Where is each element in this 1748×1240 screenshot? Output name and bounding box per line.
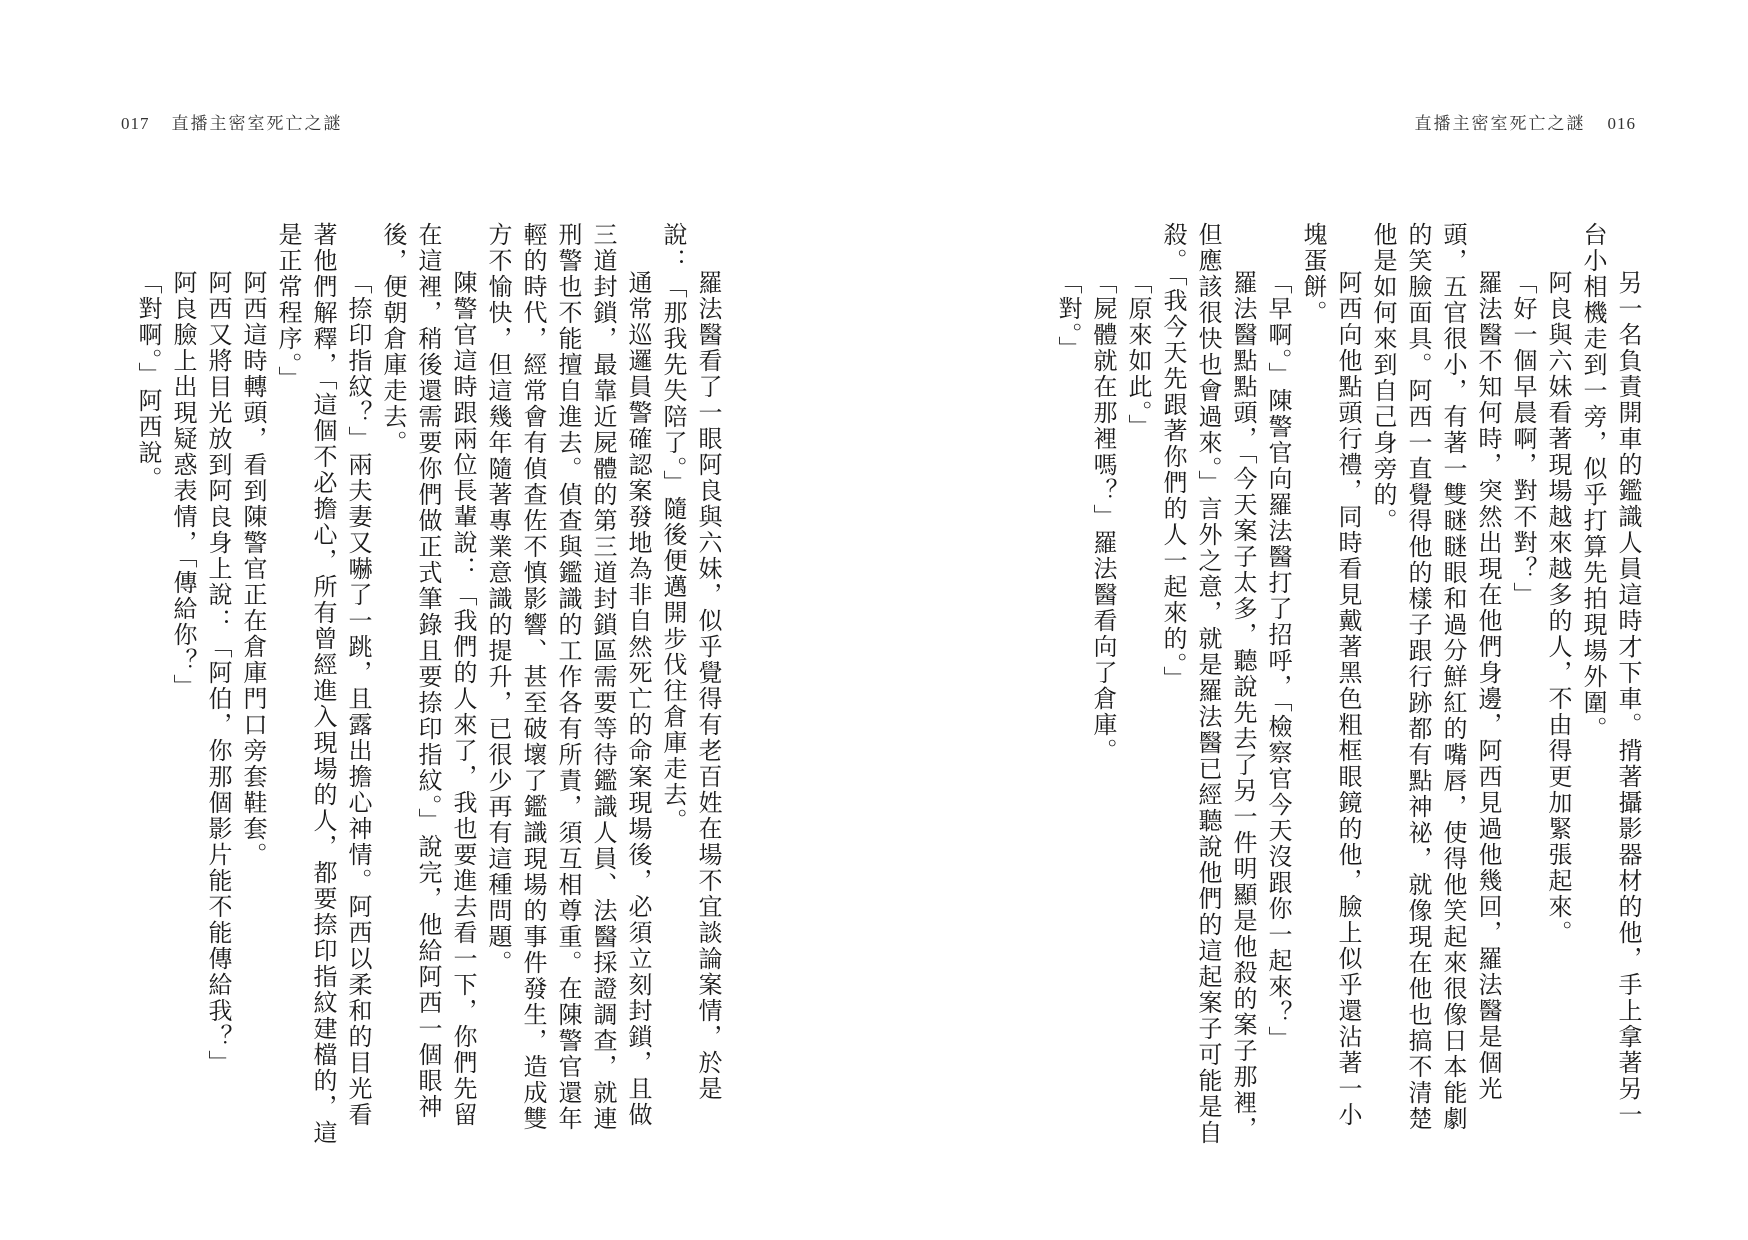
book-title-right: 直播主密室死亡之謎 xyxy=(1414,114,1586,134)
paragraph: 「捺印指紋？」兩夫妻又嚇了一跳，且露出擔心神情。阿西以柔和的目光看著他們解釋，「這個不必擔心，所有曾經進入現場的人，都要捺印指紋建檔的，這是正常程序。」 xyxy=(274,222,372,1146)
paragraph: 通常巡邏員警確認案發地為非自然死亡的命案現場後，必須立刻封鎖，且做三道封鎖，最靠近屍體的第三道封鎖區需要等待鑑識人員、法醫採證調查，就連刑警也不能擅自進去。偵查與鑑識的工作各有所責，須互相尊重。在陳警官還年輕的時代，經常會有偵查佐不慎影響、甚至破壞了鑑識現場的事件發生，造成雙方不愉快，但這幾年隨著專業意識的提升，已很少再有這種問題。 xyxy=(484,222,652,1132)
paragraph: 「對啊。」阿西說。 xyxy=(134,270,162,492)
page-number-right: 016 xyxy=(1607,114,1636,133)
paragraph: 另一名負責開車的鑑識人員這時才下車。揹著攝影器材的他，手上拿著另一台小相機走到一旁，似乎打算先拍現場外圍。 xyxy=(1579,222,1642,1128)
paragraph: 羅法醫看了一眼阿良與六妹，似乎覺得有老百姓在場不宜談論案情，於是說：「那我先失陪了。」隨後便邁開步伐往倉庫走去。 xyxy=(659,222,722,1102)
paragraph: 阿西向他點頭行禮，同時看見戴著黑色粗框眼鏡的他，臉上似乎還沾著一小塊蛋餅。 xyxy=(1299,222,1362,1128)
paragraph: 「屍體就在那裡嗎？」羅法醫看向了倉庫。 xyxy=(1089,270,1117,764)
paragraph: 「對。」 xyxy=(1054,270,1082,362)
running-header-left xyxy=(121,114,343,134)
body-text-right xyxy=(1050,222,1645,1152)
paragraph: 阿良與六妹看著現場越來越多的人，不由得更加緊張起來。 xyxy=(1544,270,1572,946)
page-number-left: 017 xyxy=(121,114,150,133)
paragraph: 阿良臉上出現疑惑表情，「傳給你？」 xyxy=(169,270,197,700)
paragraph: 羅法醫點點頭，「今天案子太多，聽說先去了另一件明顯是他殺的案子那裡，但應該很快也會過來。」言外之意，就是羅法醫已經聽說他們的這起案子可能是自殺。「我今天先跟著你們的人一起來的。」 xyxy=(1159,222,1257,1146)
paragraph: 「好一個早晨啊，對不對？」 xyxy=(1509,270,1537,608)
paragraph: 「早啊。」陳警官向羅法醫打了招呼，「檢察官今天沒跟你一起來？」 xyxy=(1264,270,1292,1052)
paragraph: 陳警官這時跟兩位長輩說：「我們的人來了，我也要進去看一下，你們先留在這裡，稍後還需要你們做正式筆錄且要捺印指紋。」說完，他給阿西一個眼神後，便朝倉庫走去。 xyxy=(379,222,477,1128)
running-header-right xyxy=(1415,114,1637,134)
book-title-left: 直播主密室死亡之謎 xyxy=(171,114,343,134)
paragraph: 阿西又將目光放到阿良身上說：「阿伯，你那個影片能不能傳給我？」 xyxy=(204,270,232,1076)
page-right xyxy=(1050,222,1645,1152)
page-left xyxy=(115,222,725,1152)
paragraph: 阿西這時轉頭，看到陳警官正在倉庫門口旁套鞋套。 xyxy=(239,270,267,868)
paragraph: 羅法醫不知何時，突然出現在他們身邊，阿西見過他幾回，羅法醫是個光頭，五官很小，有著一雙瞇瞇眼和過分鮮紅的嘴唇，使得他笑起來很像日本能劇的笑臉面具。阿西一直覺得他的樣子跟行跡都有點神祕，就像現在他也搞不清楚他是如何來到自己身旁的。 xyxy=(1369,222,1502,1132)
body-text-left xyxy=(115,222,725,1152)
paragraph: 「原來如此。」 xyxy=(1124,270,1152,440)
